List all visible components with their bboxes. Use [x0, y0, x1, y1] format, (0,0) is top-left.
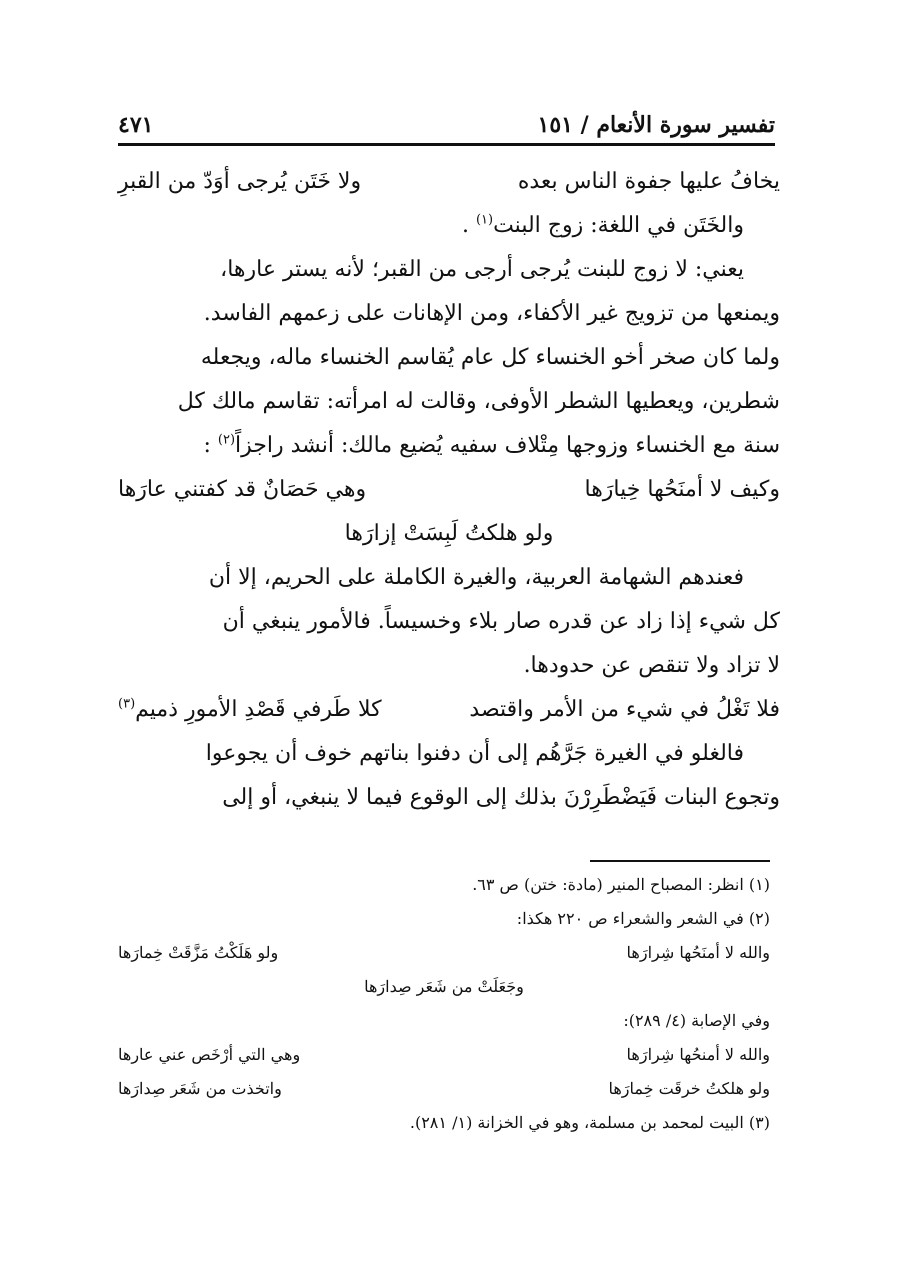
- footnote-verse: [118, 936, 770, 970]
- footnote-2-source: وفي الإصابة (٤/ ٢٨٩):: [623, 1011, 770, 1030]
- paragraph-line: فعندهم الشهامة العربية، والغيرة الكاملة على الحريم، إلا أن: [208, 565, 744, 590]
- header-rule: [118, 143, 775, 146]
- paragraph-end: :: [203, 433, 211, 458]
- footnote-marker: (١): [475, 212, 494, 228]
- paragraph-text: والخَتَن في اللغة: زوج البنت: [493, 213, 744, 238]
- footnote-verse-center: وجَعَلَتْ من شَعَر صِدارَها: [364, 977, 524, 996]
- paragraph-line: لا تزاد ولا تنقص عن حدودها.: [523, 653, 780, 678]
- verse-hemistich-second: وهي التي أرْخَص عني عارها: [118, 1045, 301, 1064]
- verse-hemistich-second: ولا خَتَن يُرجى أوَدّ من القبرِ: [118, 169, 362, 194]
- paragraph-line: فالغلو في الغيرة جَرَّهُم إلى أن دفنوا بناتهم خوف أن يجوعوا: [205, 741, 744, 766]
- paragraph: [118, 204, 780, 248]
- paragraph-line: شطرين، ويعطيها الشطر الأوفى، وقالت له امرأته: تقاسم مالك كل: [177, 389, 780, 414]
- paragraph-line: [118, 424, 780, 468]
- paragraph-text: سنة مع الخنساء وزوجها مِتْلاف سفيه يُضيع مالك: أنشد راجزاً: [235, 433, 780, 458]
- footnote-3: (٣) البيت لمحمد بن مسلمة، وهو في الخزانة (١/ ٢٨١).: [409, 1113, 770, 1132]
- verse-hemistich-first: فلا تَغْلُ في شيء من الأمر واقتصد: [469, 697, 780, 722]
- verse-line: [118, 160, 780, 204]
- paragraph-line: وتجوع البنات فَيَضْطَرِرْنَ بذلك إلى الوقوع فيما لا ينبغي، أو إلى: [222, 785, 780, 810]
- verse-hemistich-first: ولو هلكتُ خرقَت خِمارَها: [608, 1079, 770, 1098]
- verse-hemistich-first: والله لا أمنَحُها شِرارَها: [626, 943, 770, 962]
- verse-line-center: ولو هلكتُ لَبِسَتْ إزارَها: [344, 521, 554, 546]
- footnote-marker: (٣): [118, 696, 136, 712]
- verse-hemistich-second: ولو هَلَكْتُ مَزَّقَتْ خِمارَها: [118, 943, 279, 962]
- footnote-2: (٢) في الشعر والشعراء ص ٢٢٠ هكذا:: [516, 909, 770, 928]
- page-header: [118, 98, 775, 138]
- paragraph-line: ولما كان صخر أخو الخنساء كل عام يُقاسم الخنساء ماله، ويجعله: [200, 345, 780, 370]
- footnote-rule: [590, 860, 770, 862]
- page-number: ٤٧١: [118, 112, 154, 138]
- main-text: [118, 160, 780, 820]
- footnote-marker: (٢): [217, 432, 236, 448]
- paragraph-end: .: [461, 213, 469, 238]
- paragraph-line: ويمنعها من تزويج غير الأكفاء، ومن الإهانات على زعمهم الفاسد.: [203, 301, 780, 326]
- footnotes: [118, 868, 770, 1140]
- footnote-1: (١) انظر: المصباح المنير (مادة: ختن) ص ٦٣.: [472, 875, 770, 894]
- footnote-verse: [118, 1038, 770, 1072]
- footnote-verse: [118, 1072, 770, 1106]
- paragraph-line: يعني: لا زوج للبنت يُرجى أرجى من القبر؛ لأنه يستر عارها،: [220, 257, 744, 282]
- running-title: تفسير سورة الأنعام / ١٥١: [537, 112, 775, 138]
- verse-hemistich-second: واتخذت من شَعَر صِدارَها: [118, 1079, 282, 1098]
- verse-hemistich-second: وهي حَصَانٌ قد كفتني عارَها: [118, 477, 367, 502]
- paragraph-line: كل شيء إذا زاد عن قدره صار بلاء وخسيساً. فالأمور ينبغي أن: [222, 609, 780, 634]
- verse-hemistich-first: وكيف لا أمنَحُها خِيارَها: [584, 477, 780, 502]
- verse-hemistich-first: يخافُ عليها جفوة الناس بعده: [517, 169, 780, 194]
- verse-hemistich-first: والله لا أمنحُها شِرارَها: [626, 1045, 770, 1064]
- verse-line: [118, 468, 780, 512]
- verse-hemistich-second: كلا طَرفي قَصْدِ الأمورِ ذميم: [135, 697, 382, 722]
- verse-line: [118, 688, 780, 732]
- verse-hemistich-second-wrap: [118, 688, 382, 732]
